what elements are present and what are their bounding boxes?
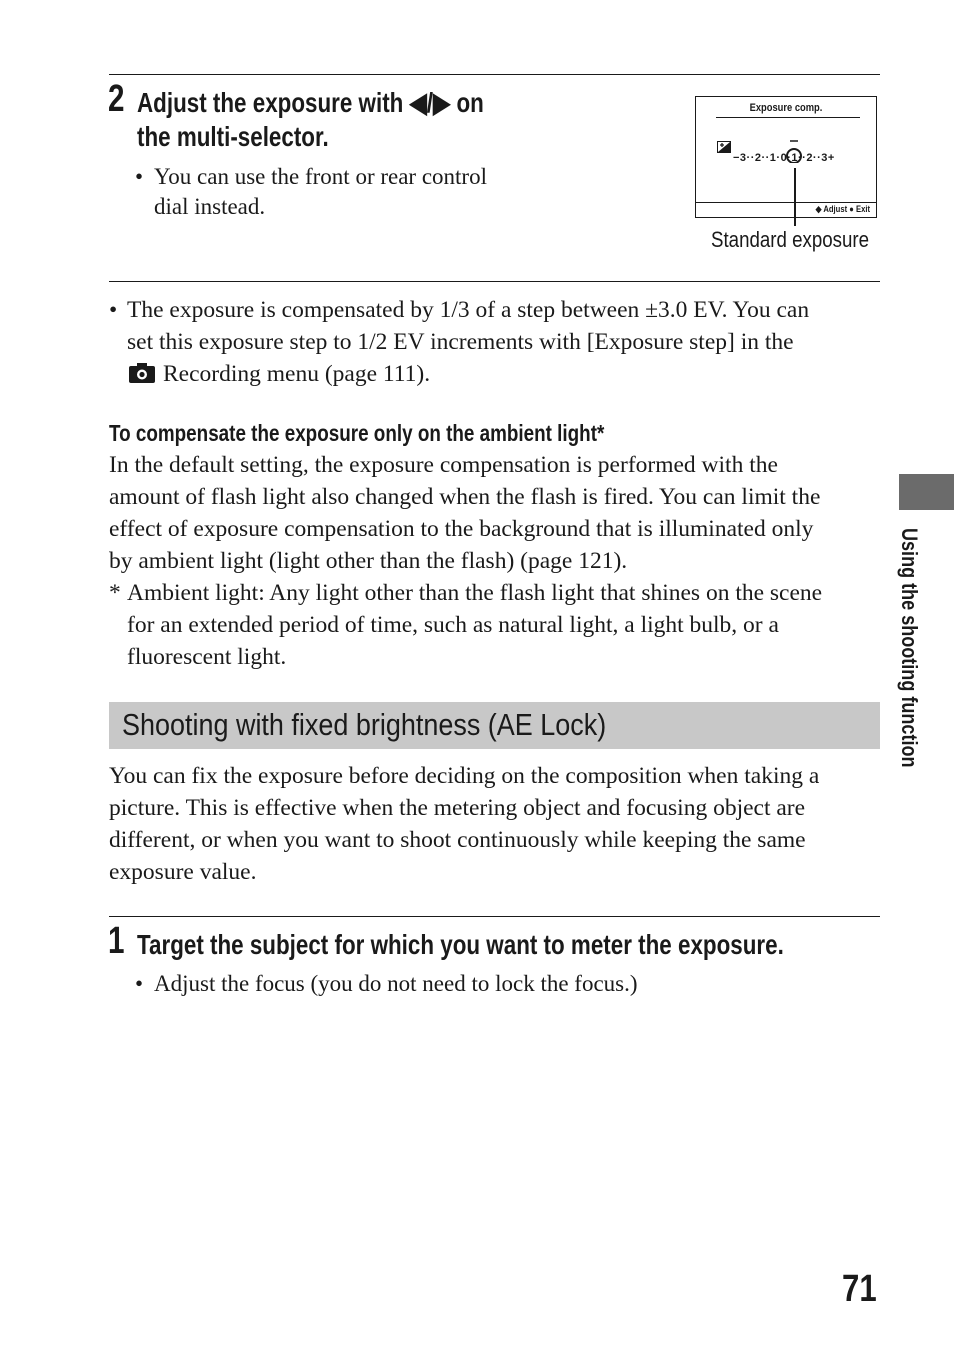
top-rule — [109, 74, 880, 75]
step1-bullet-marker: • — [135, 971, 144, 996]
chapter-label — [897, 528, 921, 818]
ambient-line1: In the default setting, the exposure compensation is performed with the — [109, 452, 778, 478]
section-banner — [109, 702, 880, 749]
step-number: 2 — [108, 78, 125, 120]
ambient-line4: by ambient light (light other than the flash) (page 121). — [109, 548, 628, 574]
section-line2: picture. This is effective when the metering object and focusing object are — [109, 795, 806, 821]
screen-title: Exposure comp. — [749, 102, 823, 114]
footnote-line2: for an extended period of time, such as natural light, a light bulb, or a — [127, 612, 779, 638]
section-line3: different, or when you want to shoot continuously while keeping the same — [109, 827, 806, 853]
bullet-text-line2: dial instead. — [154, 194, 266, 219]
section-title: Shooting with fixed brightness (AE Lock) — [122, 707, 607, 742]
step1-bullet-text: Adjust the focus (you do not need to lock the focus.) — [154, 971, 638, 996]
screen-footer — [696, 202, 876, 217]
ambient-line2: amount of flash light also changed when the flash is fired. You can limit the — [109, 484, 821, 510]
section-line4: exposure value. — [109, 859, 257, 885]
footnote-line3: fluorescent light. — [127, 644, 287, 670]
step-divider-rule — [109, 281, 880, 282]
footnote-asterisk: * — [109, 580, 121, 606]
exposure-icon — [717, 141, 731, 153]
bullet-marker: • — [135, 164, 144, 189]
camera-icon — [129, 363, 155, 383]
step1-number: 1 — [108, 920, 125, 962]
chapter-label-text: Using the shooting function — [897, 528, 922, 768]
screen-caption: Standard exposure — [711, 227, 870, 252]
bullet-text-line1: You can use the front or rear control — [154, 164, 487, 189]
section-line1: You can fix the exposure before deciding on the composition when taking a — [109, 763, 820, 789]
step1-heading: Target the subject for which you want to meter the exposure. — [137, 929, 784, 960]
exposure-scale: −3··2··1·0·1··2··3+ — [733, 152, 835, 164]
footnote-line1: Ambient light: Any light other than the flash light that shines on the scene — [127, 580, 823, 606]
note-bullet-marker: • — [109, 297, 118, 323]
step1-top-rule — [109, 916, 880, 917]
screen-title-underline — [716, 117, 860, 118]
chapter-tab — [899, 474, 954, 510]
leader-line — [793, 160, 797, 226]
step-heading-line2: the multi-selector. — [137, 121, 329, 152]
page-number: 71 — [842, 1268, 877, 1310]
exposure-comp-screen — [695, 96, 877, 218]
step-heading-line1: Adjust the exposure with ◀/▶ on — [137, 87, 484, 118]
ambient-heading: To compensate the exposure only on the ambient light* — [109, 420, 605, 446]
screen-footer-text: ◆ Adjust ● Exit — [815, 204, 870, 214]
ambient-line3: effect of exposure compensation to the background that is illuminated only — [109, 516, 814, 542]
note-line2: set this exposure step to 1/2 EV increments with [Exposure step] in the — [127, 329, 794, 355]
note-line1: The exposure is compensated by 1/3 of a step between ±3.0 EV. You can — [127, 297, 810, 323]
note-line3: Recording menu (page 111). — [163, 361, 431, 387]
